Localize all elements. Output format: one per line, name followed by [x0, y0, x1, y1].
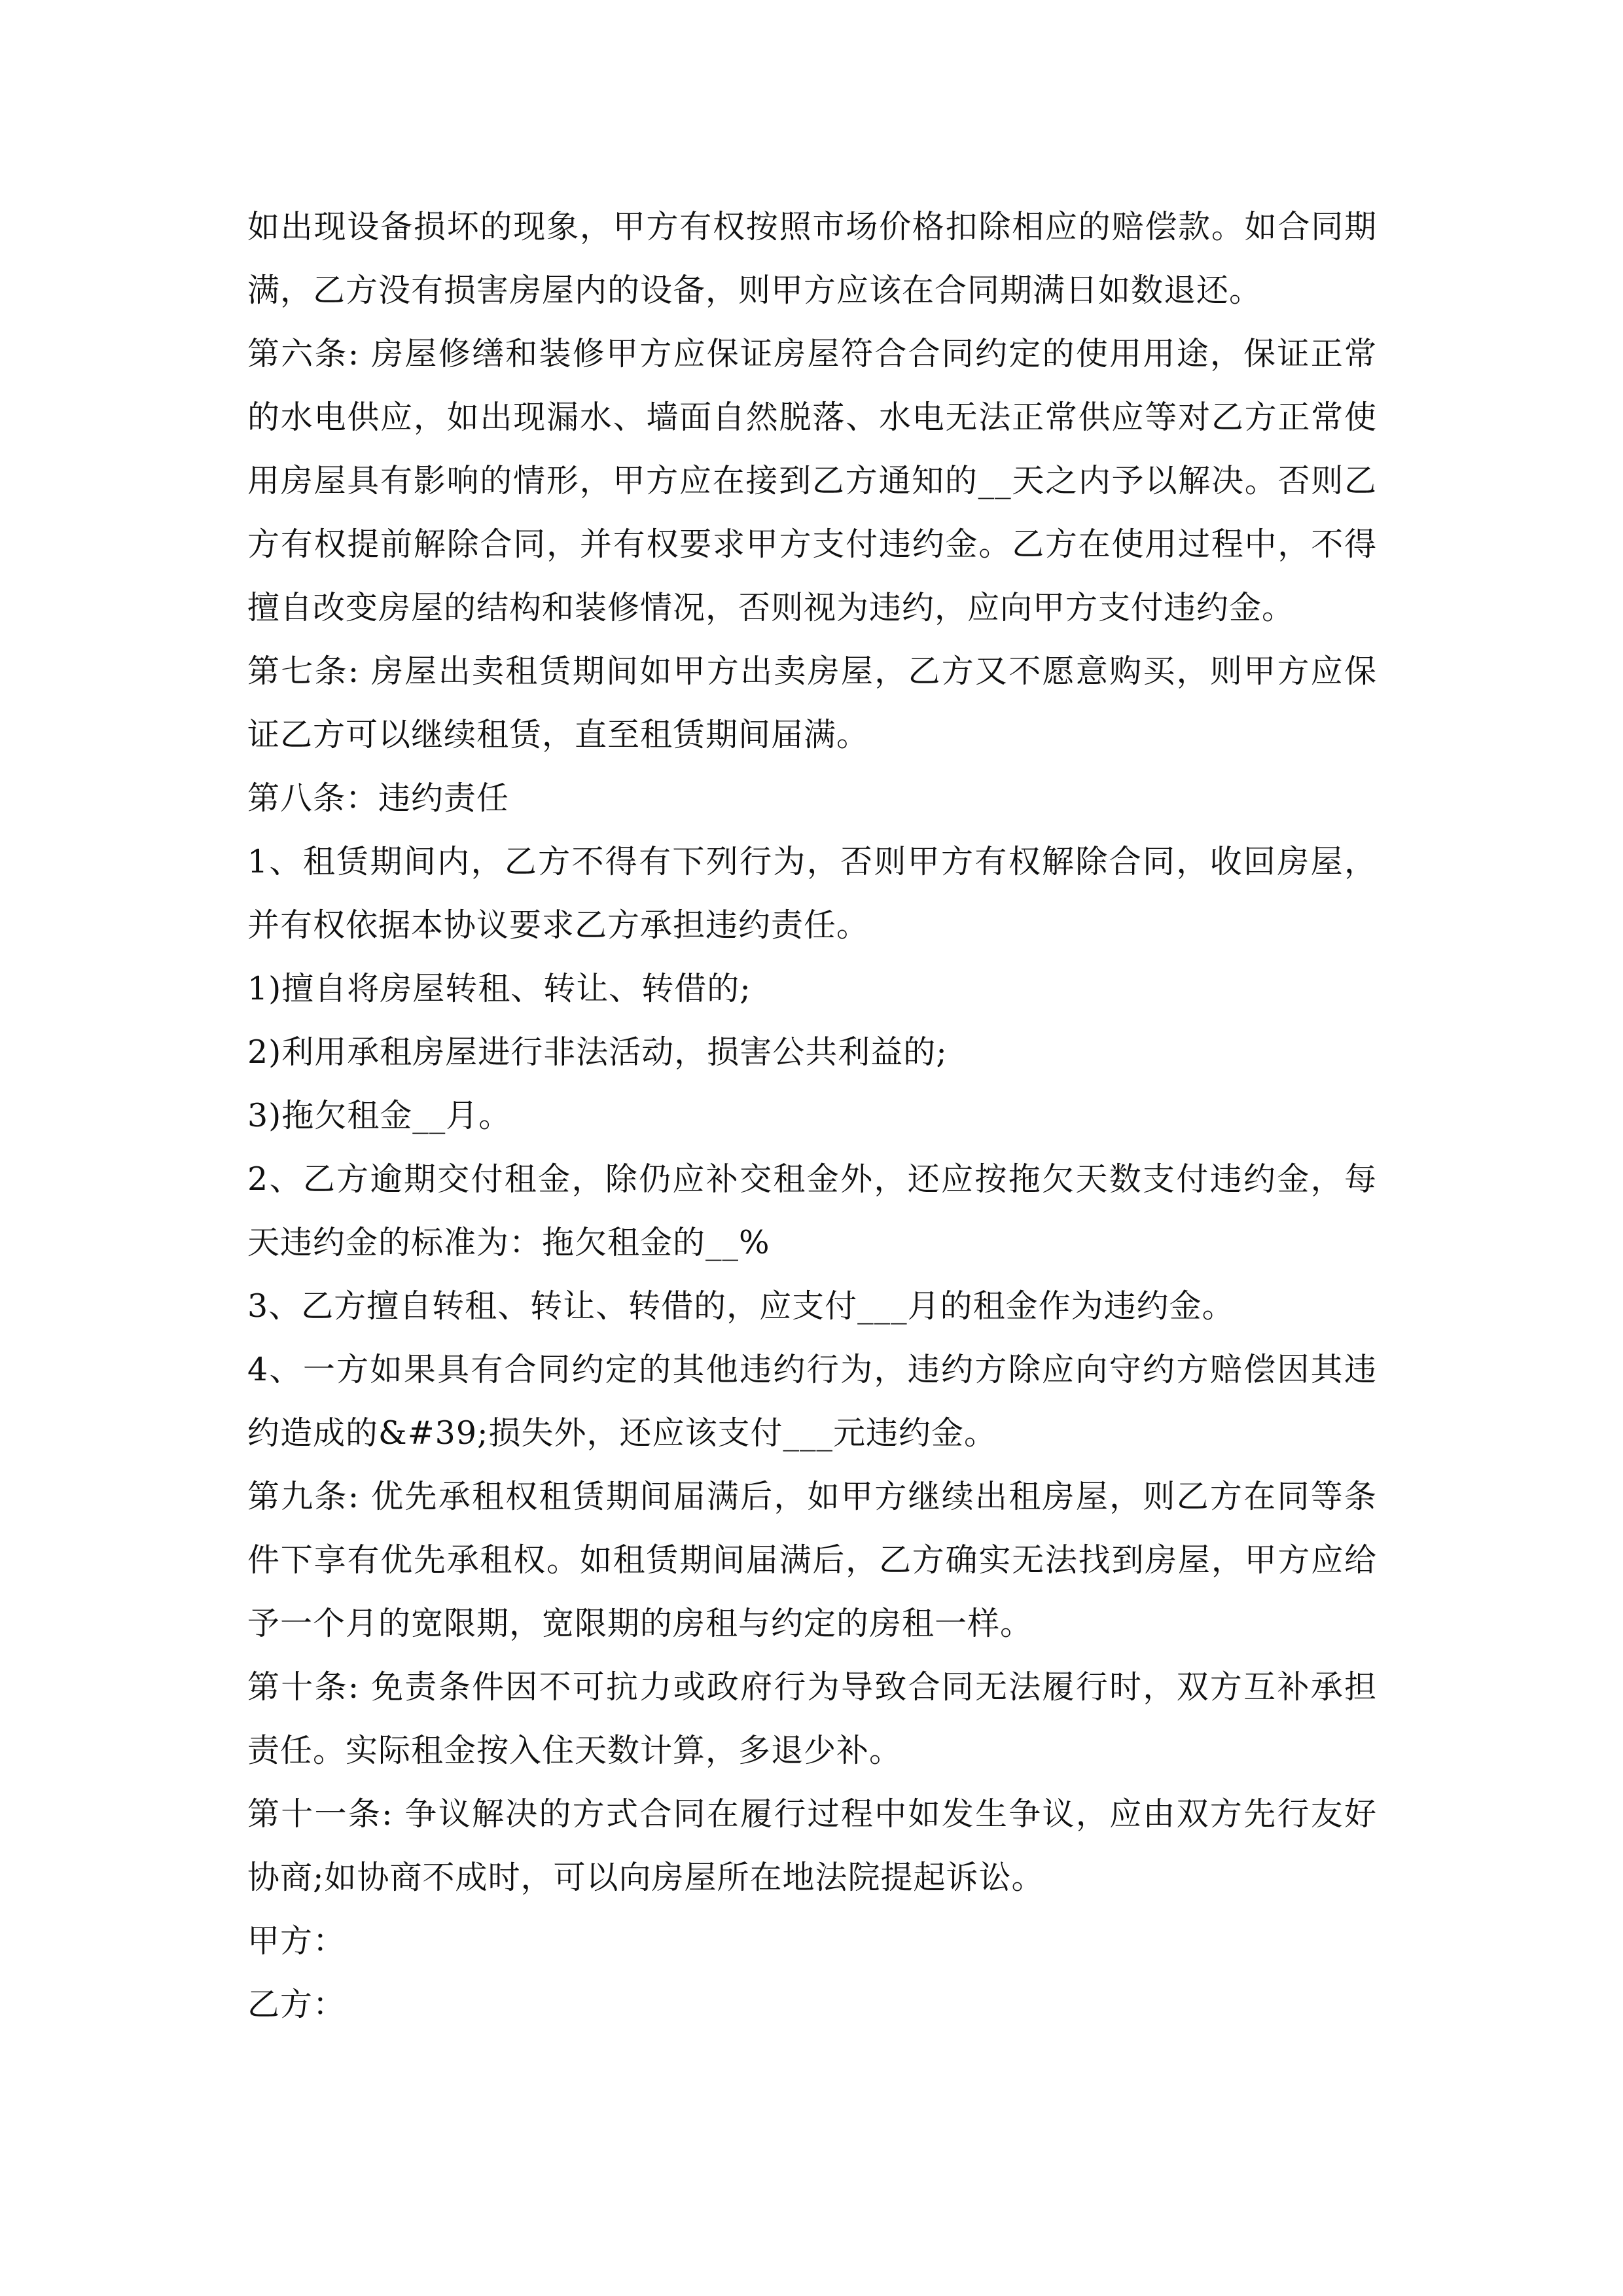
party-a-signature-label: 甲方：	[247, 1922, 346, 1960]
paragraph-article-6: 第六条: 房屋修缮和装修甲方应保证房屋符合合同约定的使用用途，保证正常的水电供应，如出现漏水、墙面自然脱落、水电无法正常供应等对乙方正常使用房屋具有影响的情形，甲方应在接到乙方通知的__天之内予以解决。否则乙方有权提前解除合同，并有权要求甲方支付违约金。乙方在使用过程中，不得擅自改变房屋的结构和装修情况，否则视为违约，应向甲方支付违约金。	[247, 335, 1377, 626]
paragraph-article-8-subitem-2: 2)利用承租房屋进行非法活动，损害公共利益的;	[247, 1033, 948, 1071]
paragraph-article-8-subitem-1: 1)擅自将房屋转租、转让、转借的;	[247, 970, 751, 1007]
party-b-signature-label: 乙方：	[247, 1986, 346, 2023]
paragraph-article-8-item-4: 4、一方如果具有合同约定的其他违约行为，违约方除应向守约方赔偿因其违约造成的&#39;损失外，还应该支付___元违约金。	[247, 1351, 1377, 1452]
paragraph-article-8-item-2: 2、乙方逾期交付租金，除仍应补交租金外，还应按拖欠天数支付违约金，每天违约金的标准为：拖欠租金的__%	[247, 1160, 1377, 1261]
paragraph-equipment-deposit: 如出现设备损坏的现象，甲方有权按照市场价格扣除相应的赔偿款。如合同期满，乙方没有损害房屋内的设备，则甲方应该在合同期满日如数退还。	[247, 208, 1377, 309]
paragraph-article-11: 第十一条: 争议解决的方式合同在履行过程中如发生争议，应由双方先行友好协商;如协商不成时，可以向房屋所在地法院提起诉讼。	[247, 1795, 1377, 1896]
document-body	[247, 195, 1377, 2036]
paragraph-article-7: 第七条: 房屋出卖租赁期间如甲方出卖房屋，乙方又不愿意购买，则甲方应保证乙方可以继续租赁，直至租赁期间届满。	[247, 653, 1377, 753]
paragraph-article-8-item-3: 3、乙方擅自转租、转让、转借的，应支付___月的租金作为违约金。	[247, 1287, 1235, 1325]
paragraph-article-8-item-1: 1、租赁期间内，乙方不得有下列行为，否则甲方有权解除合同，收回房屋，并有权依据本协议要求乙方承担违约责任。	[247, 843, 1377, 944]
paragraph-article-8-subitem-3: 3)拖欠租金__月。	[247, 1097, 512, 1134]
paragraph-article-10: 第十条: 免责条件因不可抗力或政府行为导致合同无法履行时，双方互补承担责任。实际租金按入住天数计算，多退少补。	[247, 1668, 1377, 1769]
paragraph-article-8-heading: 第八条：违约责任	[247, 780, 510, 817]
paragraph-article-9: 第九条: 优先承租权租赁期间届满后，如甲方继续出租房屋，则乙方在同等条件下享有优先承租权。如租赁期间届满后，乙方确实无法找到房屋，甲方应给予一个月的宽限期，宽限期的房租与约定的房租一样。	[247, 1478, 1377, 1642]
